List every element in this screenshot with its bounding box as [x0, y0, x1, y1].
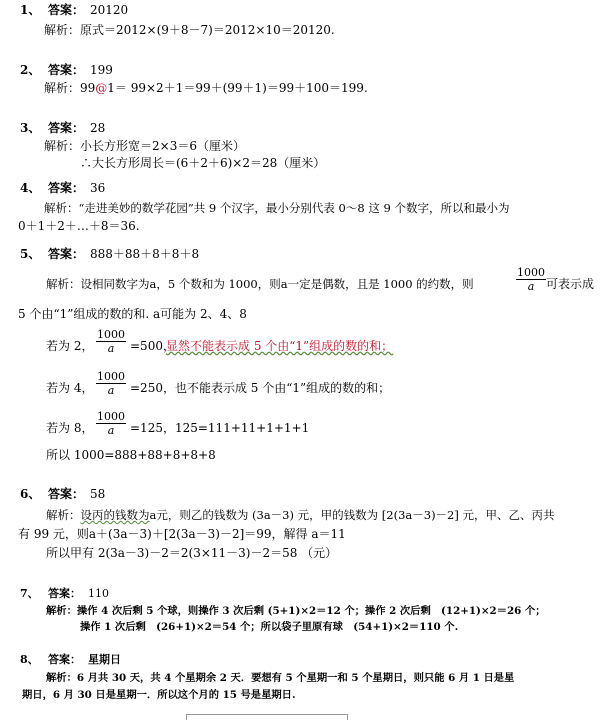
fraction-denominator: a [527, 280, 535, 293]
item-2-at-symbol: @ [95, 81, 108, 95]
item-3-answer-label: 答案： [48, 121, 85, 135]
item-8-answer: 星期日 [88, 653, 121, 666]
item-5-fraction-case-8 [96, 410, 126, 437]
item-6-analysis-2: 有 99 元，则a＋(3a－3)＋[2(3a－3)－2]＝99，解得 a＝11 [18, 527, 346, 541]
item-4-analysis-1: 解析：“走进美妙的数学花园”共 9 个汉字，最小分别代表 0～8 这 9 个数字，所以和最小为 [44, 201, 510, 215]
item-3-analysis-1: 解析：小长方形宽＝2×3＝6（厘米） [44, 139, 245, 153]
item-3-answer: 28 [90, 121, 106, 135]
item-6-underlined: 设丙的钱数为 [80, 508, 150, 522]
item-5-conclusion: 所以 1000=888+88+8+8+8 [46, 448, 216, 462]
item-5-answer: 888＋88＋8＋8＋8 [90, 247, 200, 261]
fraction-denominator: a [107, 384, 115, 397]
item-5-case-4-label: 若为 4， [46, 381, 94, 395]
item-5-fraction-main [516, 266, 546, 293]
item-3-analysis-2: ∴大长方形周长＝(6＋2＋6)×2＝28（厘米） [80, 156, 326, 170]
item-7-answer-label: 答案： [48, 587, 81, 600]
item-2-analysis-rest: 1＝ 99×2＋1＝99＋(99＋1)＝99＋100＝199. [107, 81, 368, 95]
fraction-numerator: 1000 [517, 266, 545, 279]
item-6-number: 6、 [20, 487, 41, 501]
item-5-analysis-1b: 可表示成 [546, 277, 595, 291]
item-6-answer-label: 答案： [48, 487, 85, 501]
item-8-answer-label: 答案： [48, 653, 81, 666]
item-1-answer-label: 答案： [48, 3, 85, 17]
item-5-case-2-value: =500， [130, 339, 175, 353]
item-8-analysis-2: 期日，6 月 30 日是星期一．所以这个月的 15 号是星期日. [22, 689, 296, 701]
item-5-answer-label: 答案： [48, 247, 85, 261]
item-5-analysis-1: 解析：设相同数字为a，5 个数和为 1000，则a一定是偶数，且是 1000 的约数，则 [46, 277, 474, 291]
item-2-answer-label: 答案： [48, 63, 85, 77]
item-6-analysis-label: 解析： [46, 508, 81, 522]
item-5-case-4-text: =250，也不能表示成 5 个由“1”组成的数的和； [130, 381, 391, 395]
item-5-case-8-label: 若为 8， [46, 421, 94, 435]
item-1-analysis: 解析：原式＝2012×(9＋8－7)＝2012×10＝20120. [44, 23, 335, 37]
item-1-answer: 20120 [90, 3, 129, 17]
item-5-case-8-text: =125，125=111+11+1+1+1 [130, 421, 310, 435]
item-5-analysis-2: 5 个由“1”组成的数的和. a可能为 2、4、8 [18, 307, 247, 321]
item-8-number: 8、 [20, 653, 39, 666]
item-6-analysis-3: 所以甲有 2(3a－3)－2＝2(3×11－3)－2＝58 （元） [46, 546, 338, 560]
fraction-denominator: a [107, 342, 115, 355]
item-3-number: 3、 [20, 121, 41, 135]
bottom-partial-frame [186, 714, 348, 720]
item-6-answer: 58 [90, 487, 106, 501]
item-4-answer: 36 [90, 181, 106, 195]
item-5-case-2-text [166, 338, 393, 354]
fraction-numerator: 1000 [97, 410, 125, 423]
fraction-numerator: 1000 [97, 370, 125, 383]
item-6-analysis-1 [46, 507, 555, 523]
item-5-number: 5、 [20, 247, 41, 261]
item-5-case-2-highlight: 显然不能表示成 5 个由“1”组成的数的和； [166, 339, 394, 353]
item-4-number: 4、 [20, 181, 41, 195]
item-2-analysis [44, 80, 368, 96]
item-6-analysis-rest: a元，则乙的钱数为 (3a－3) 元，甲的钱数为 [2(3a－3)－2] 元，甲、乙、丙共 [149, 508, 555, 522]
item-2-number: 2、 [20, 63, 41, 77]
fraction-numerator: 1000 [97, 328, 125, 341]
item-2-analysis-prefix: 解析：99 [44, 81, 96, 95]
item-4-analysis-2: 0＋1＋2＋…＋8＝36. [18, 219, 140, 233]
item-1-number: 1、 [20, 3, 41, 17]
item-7-analysis-2: 操作 1 次后剩 (26+1)×2＝54 个；所以袋子里原有球 (54+1)×2＝110 个. [80, 621, 459, 633]
item-2-answer: 199 [90, 63, 113, 77]
item-5-case-2-label: 若为 2， [46, 339, 94, 353]
item-8-analysis-1: 解析：6 月共 30 天，共 4 个星期余 2 天．要想有 5 个星期一和 5 个星期日，则只能 6 月 1 日是星 [46, 672, 515, 684]
item-5-fraction-case-2 [96, 328, 126, 355]
item-4-answer-label: 答案： [48, 181, 85, 195]
item-7-analysis-1: 解析：操作 4 次后剩 5 个球，则操作 3 次后剩 (5+1)×2＝12 个；操作 2 次后剩 (12+1)×2＝26 个； [46, 605, 546, 617]
fraction-denominator: a [107, 424, 115, 437]
item-7-number: 7、 [20, 587, 39, 600]
item-7-answer: 110 [88, 587, 109, 600]
item-5-fraction-case-4 [96, 370, 126, 397]
